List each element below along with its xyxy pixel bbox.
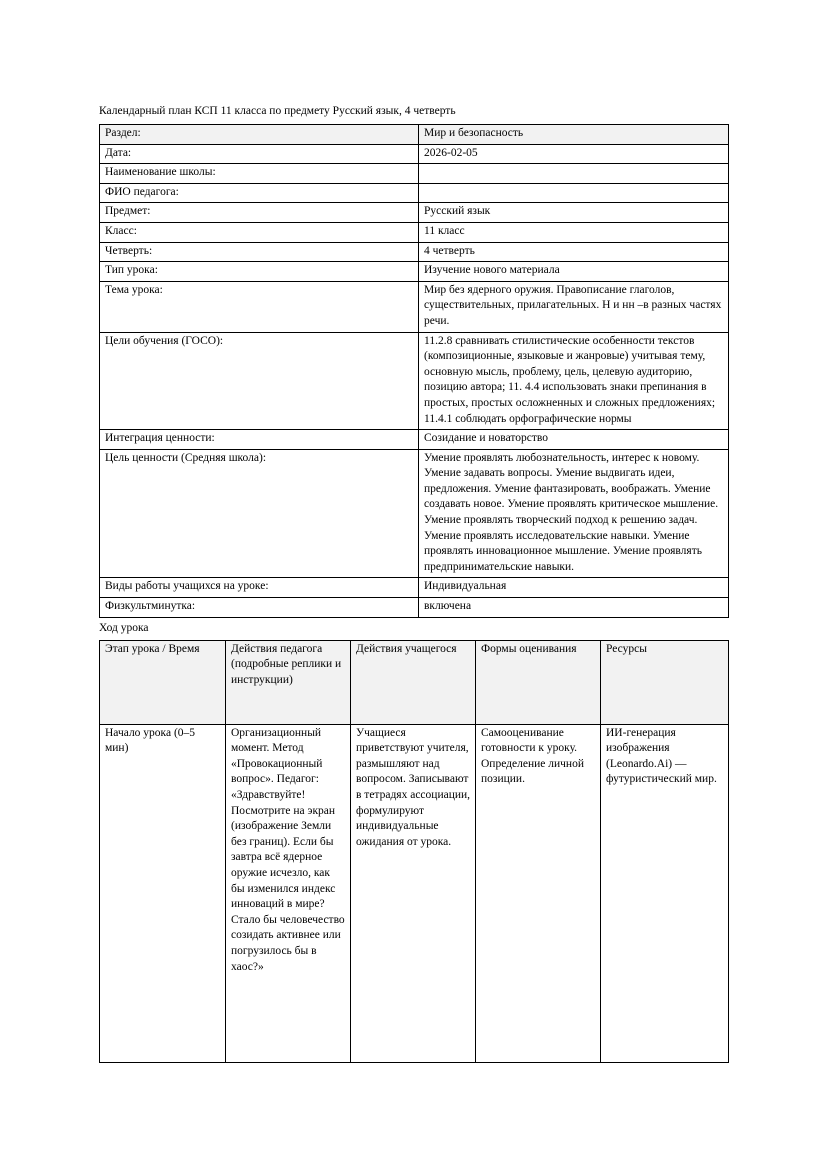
info-row-label: Интеграция ценности:	[100, 430, 419, 450]
flow-student-cell: Учащиеся приветствуют учителя, размышляют над вопросом. Записывают в тетрадях ассоциации, формулируют индивидуальные ожидания от урока.	[351, 724, 476, 1062]
lesson-info-body	[100, 125, 729, 618]
flow-teacher-cell: Организационный момент. Метод «Провокационный вопрос». Педагог: «Здравствуйте! Посмотрите на экран (изображение Земли без границ). Если бы завтра всё ядерное оружие исчезло, как бы изменился индекс инноваций в мире? Стало бы человечество созидать активнее или погрузилось бы в хаос?»	[226, 724, 351, 1062]
info-row-label: Предмет:	[100, 203, 419, 223]
info-row-value: Созидание и новаторство	[419, 430, 729, 450]
table-row	[100, 449, 729, 578]
table-row	[100, 578, 729, 598]
flow-resources-cell: ИИ-генерация изображения (Leonardo.Ai) — футуристический мир.	[601, 724, 729, 1062]
table-row	[100, 332, 729, 430]
info-row-label: Раздел:	[100, 125, 419, 145]
info-row-label: Четверть:	[100, 242, 419, 262]
table-row	[100, 222, 729, 242]
flow-assessment-cell: Самооценивание готовности к уроку. Определение личной позиции.	[476, 724, 601, 1062]
column-header: Ресурсы	[601, 640, 729, 724]
info-row-value: Умение проявлять любознательность, интерес к новому. Умение задавать вопросы. Умение выдвигать идеи, предложения. Умение фантазировать, воображать. Умение создавать новое. Умение проявлять критическое мышление. Умение проявлять творческий подход к решению задач. Умение проявлять исследовательские навыки. Умение проявлять инновационное мышление. Умение проявлять предпринимательские навыки.	[419, 449, 729, 578]
info-row-value: 11 класс	[419, 222, 729, 242]
table-row	[100, 203, 729, 223]
info-row-label: Тип урока:	[100, 262, 419, 282]
column-header: Формы оценивания	[476, 640, 601, 724]
info-row-value: 2026-02-05	[419, 144, 729, 164]
table-row	[100, 598, 729, 618]
flow-header-row	[100, 640, 729, 724]
info-row-value	[419, 183, 729, 203]
info-row-value	[419, 164, 729, 184]
info-row-value: 11.2.8 сравнивать стилистические особенности текстов (композиционные, языковые и жанровые) учитывая тему, основную мысль, проблему, цель, целевую аудиторию, позицию автора; 11. 4.4 использовать знаки препинания в простых, простых осложненных и сложных предложениях; 11.4.1 соблюдать орфографические нормы	[419, 332, 729, 430]
table-row	[100, 724, 729, 1062]
info-row-value: Индивидуальная	[419, 578, 729, 598]
lesson-flow-body	[100, 724, 729, 1062]
lesson-flow-head	[100, 640, 729, 724]
table-row	[100, 164, 729, 184]
info-row-label: Физкультминутка:	[100, 598, 419, 618]
info-row-value: Русский язык	[419, 203, 729, 223]
info-row-label: Тема урока:	[100, 281, 419, 332]
column-header: Этап урока / Время	[100, 640, 226, 724]
info-row-label: Наименование школы:	[100, 164, 419, 184]
info-row-label: Цель ценности (Средняя школа):	[100, 449, 419, 578]
info-row-value: Мир без ядерного оружия. Правописание глаголов, существительных, прилагательных. Н и нн –в разных частях речи.	[419, 281, 729, 332]
page-title: Календарный план КСП 11 класса по предмету Русский язык, 4 четверть	[99, 105, 456, 117]
info-row-label: Дата:	[100, 144, 419, 164]
info-row-value: Мир и безопасность	[419, 125, 729, 145]
lesson-flow-table	[99, 640, 729, 1063]
info-row-value: Изучение нового материала	[419, 262, 729, 282]
lesson-info-table	[99, 124, 729, 618]
column-header: Действия педагога (подробные реплики и инструкции)	[226, 640, 351, 724]
info-row-label: Цели обучения (ГОСО):	[100, 332, 419, 430]
info-row-label: Виды работы учащихся на уроке:	[100, 578, 419, 598]
table-row	[100, 242, 729, 262]
info-row-value: включена	[419, 598, 729, 618]
column-header: Действия учащегося	[351, 640, 476, 724]
table-row	[100, 183, 729, 203]
table-row	[100, 125, 729, 145]
table-row	[100, 144, 729, 164]
table-row	[100, 262, 729, 282]
table-row	[100, 281, 729, 332]
info-row-label: ФИО педагога:	[100, 183, 419, 203]
flow-stage-cell: Начало урока (0–5 мин)	[100, 724, 226, 1062]
info-row-label: Класс:	[100, 222, 419, 242]
info-row-value: 4 четверть	[419, 242, 729, 262]
flow-section-label: Ход урока	[99, 621, 149, 634]
table-row	[100, 430, 729, 450]
